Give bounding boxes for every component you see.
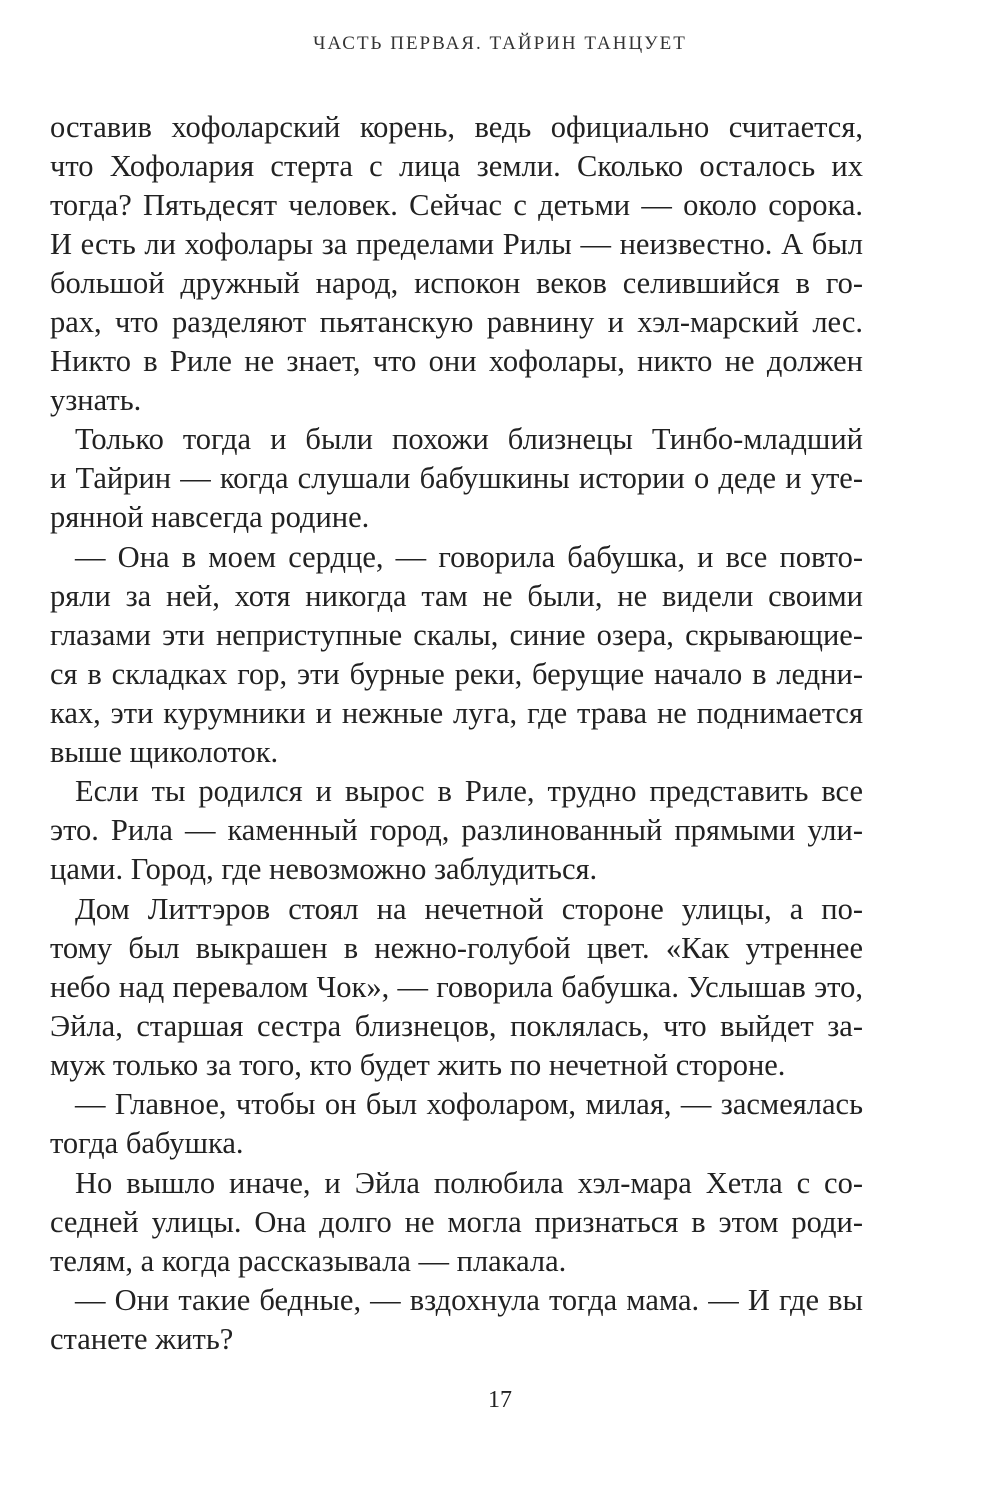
- text-line: это. Рила — каменный город, разлинованный прямыми ули-: [50, 813, 863, 847]
- text-line: станете жить?: [50, 1322, 234, 1356]
- running-head: ЧАСТЬ ПЕРВАЯ. ТАЙРИН ТАНЦУЕТ: [313, 33, 687, 54]
- text-line: муж только за того, кто будет жить по нечетной стороне.: [50, 1048, 786, 1082]
- text-line: глазами эти неприступные скалы, синие озера, скрывающие-: [50, 618, 863, 652]
- text-line: и Тайрин — когда слушали бабушкины истории о деде и уте-: [50, 461, 863, 495]
- text-line: ся в складках гор, эти бурные реки, берущие начало в ледни-: [50, 657, 863, 691]
- text-line: что Хофолария стерта с лица земли. Сколько осталось их: [50, 149, 863, 183]
- page-number: 17: [488, 1387, 512, 1413]
- text-line: небо над перевалом Чок», — говорила бабушка. Услышав это,: [50, 970, 863, 1004]
- text-line: тогда? Пятьдесят человек. Сейчас с детьми — около сорока.: [50, 188, 863, 222]
- text-line: Эйла, старшая сестра близнецов, поклялась, что выйдет за-: [50, 1009, 863, 1043]
- text-line: Никто в Риле не знает, что они хофолары, никто не должен: [50, 344, 863, 378]
- text-line: — Она в моем сердце, — говорила бабушка, и все повто-: [75, 540, 863, 574]
- text-line: Дом Литтэров стоял на нечетной стороне улицы, а по-: [75, 892, 863, 926]
- text-line: рах, что разделяют пьятанскую равнину и хэл-марский лес.: [50, 305, 863, 339]
- text-line: Если ты родился и вырос в Риле, трудно представить все: [75, 774, 863, 808]
- text-line: И есть ли хофолары за пределами Рилы — неизвестно. А был: [50, 227, 863, 261]
- text-line: ках, эти курумники и нежные луга, где трава не поднимается: [50, 696, 863, 730]
- text-line: тому был выкрашен в нежно-голубой цвет. «Как утреннее: [50, 931, 863, 965]
- text-line: большой дружный народ, испокон веков селившийся в го-: [50, 266, 863, 300]
- text-line: ряли за ней, хотя никогда там не были, не видели своими: [50, 579, 863, 613]
- text-line: Но вышло иначе, и Эйла полюбила хэл-мара Хетла с со-: [75, 1166, 863, 1200]
- text-line: тогда бабушка.: [50, 1126, 244, 1160]
- text-line: телям, а когда рассказывала — плакала.: [50, 1244, 567, 1278]
- text-line: выше щиколоток.: [50, 735, 279, 769]
- text-line: Только тогда и были похожи близнецы Тинбо-младший: [75, 422, 863, 456]
- text-line: седней улицы. Она долго не могла признаться в этом роди-: [50, 1205, 863, 1239]
- text-line: цами. Город, где невозможно заблудиться.: [50, 852, 598, 886]
- text-line: — Главное, чтобы он был хофоларом, милая, — засмеялась: [75, 1087, 863, 1121]
- text-line: — Они такие бедные, — вздохнула тогда мама. — И где вы: [75, 1283, 863, 1317]
- text-line: рянной навсегда родине.: [50, 500, 370, 534]
- text-line: оставив хофоларский корень, ведь официально считается,: [50, 110, 863, 144]
- text-line: узнать.: [50, 383, 142, 417]
